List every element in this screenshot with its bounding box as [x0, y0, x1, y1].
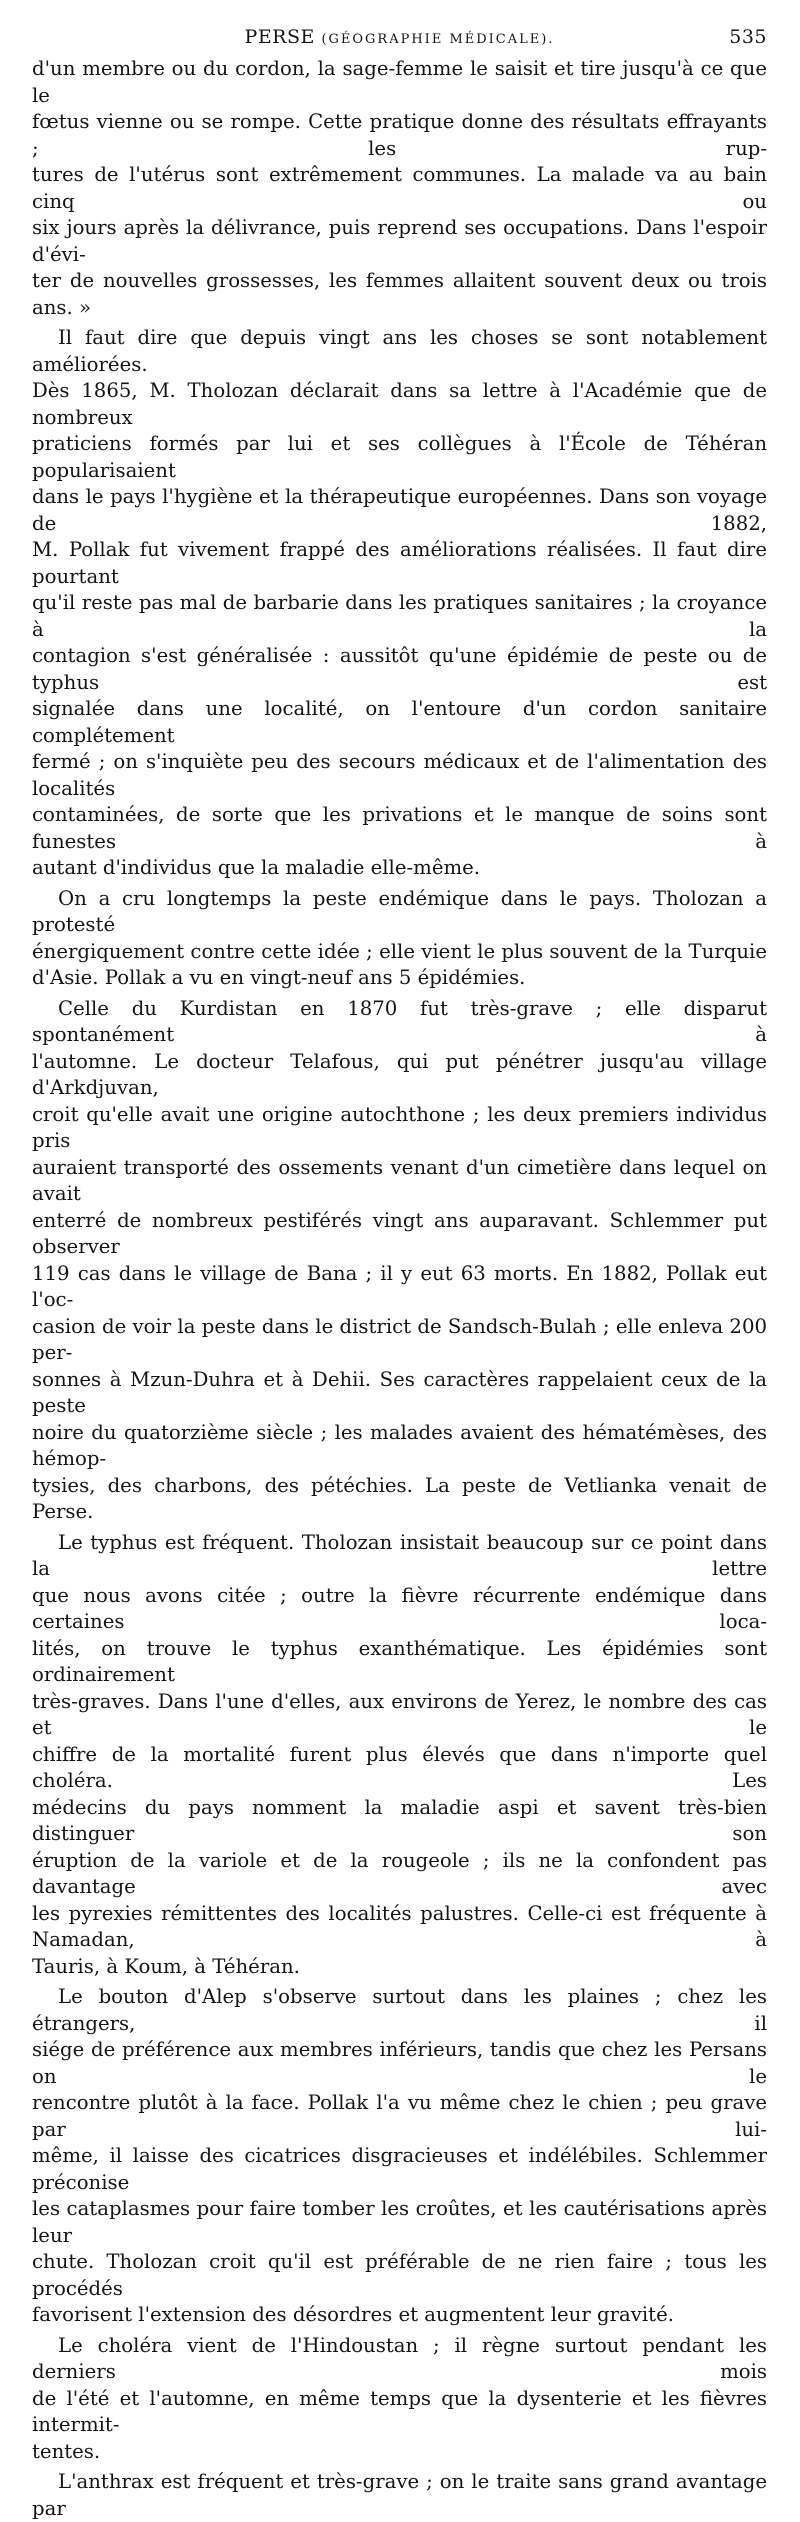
- text-line: d'un membre ou du cordon, la sage-femme le saisit et tire jusqu'à ce que le: [32, 57, 767, 107]
- text-line: qu'il reste pas mal de barbarie dans les pratiques sanitaires ; la croyance à la: [32, 591, 767, 641]
- text-line: praticiens formés par lui et ses collègues à l'École de Téhéran popularisaient: [32, 432, 767, 482]
- text-line: Il faut dire que depuis vingt ans les choses se sont notablement améliorées.: [32, 326, 767, 376]
- text-body: [32, 56, 767, 2522]
- text-line: L'anthrax est fréquent et très-grave ; on le traite sans grand avantage par: [32, 2470, 767, 2520]
- text-line: On a cru longtemps la peste endémique dans le pays. Tholozan a protesté: [32, 886, 767, 936]
- text-line: ter de nouvelles grossesses, les femmes allaitent souvent deux ou trois ans. »: [32, 269, 767, 319]
- text-line: sonnes à Mzun-Duhra et à Dehii. Ses caractères rappelaient ceux de la peste: [32, 1367, 767, 1417]
- text-line: dans le pays l'hygiène et la thérapeutique européennes. Dans son voyage de 1882,: [32, 485, 767, 535]
- paragraph: [32, 1984, 767, 2329]
- text-line: fermé ; on s'inquiète peu des secours médicaux et de l'alimentation des localités: [32, 750, 767, 800]
- text-line: chiffre de la mortalité furent plus élevés que dans n'importe quel choléra. Les: [32, 1742, 767, 1792]
- text-line: enterré de nombreux pestiférés vingt ans auparavant. Schlemmer put observer: [32, 1208, 767, 1258]
- header-title-sub: (GÉOGRAPHIE MÉDICALE).: [321, 32, 555, 47]
- text-line: énergiquement contre cette idée ; elle vient le plus souvent de la Turquie: [32, 939, 767, 963]
- text-line: Dès 1865, M. Tholozan déclarait dans sa lettre à l'Académie que de nombreux: [32, 379, 767, 429]
- text-line: même, il laisse des cicatrices disgracieuses et indélébiles. Schlemmer préconise: [32, 2144, 767, 2194]
- text-line: noire du quatorzième siècle ; les malades avaient des hématémèses, des hémop-: [32, 1420, 767, 1470]
- header-title: [32, 26, 767, 48]
- text-line: très-graves. Dans l'une d'elles, aux environs de Yerez, le nombre des cas et le: [32, 1689, 767, 1739]
- text-line: M. Pollak fut vivement frappé des améliorations réalisées. Il faut dire pourtant: [32, 538, 767, 588]
- text-line: contaminées, de sorte que les privations et le manque de soins sont funestes à: [32, 803, 767, 853]
- text-line: casion de voir la peste dans le district de Sandsch-Bulah ; elle enleva 200 per-: [32, 1314, 767, 1364]
- paragraph: [32, 996, 767, 1526]
- text-line: l'automne. Le docteur Telafous, qui put pénétrer jusqu'au village d'Arkdjuvan,: [32, 1049, 767, 1099]
- text-line: tures de l'utérus sont extrêmement communes. La malade va au bain cinq ou: [32, 163, 767, 213]
- text-line: 119 cas dans le village de Bana ; il y eut 63 morts. En 1882, Pollak eut l'oc-: [32, 1261, 767, 1311]
- text-line: éruption de la variole et de la rougeole ; ils ne la confondent pas davantage avec: [32, 1848, 767, 1898]
- text-line: six jours après la délivrance, puis reprend ses occupations. Dans l'espoir d'évi-: [32, 216, 767, 266]
- text-line: auraient transporté des ossements venant d'un cimetière dans lequel on avait: [32, 1155, 767, 1205]
- text-line: tysies, des charbons, des pétéchies. La peste de Vetlianka venait de Perse.: [32, 1473, 767, 1523]
- paragraph: [32, 2469, 767, 2522]
- text-line: médecins du pays nomment la maladie aspi et savent très-bien distinguer son: [32, 1795, 767, 1845]
- paragraph: [32, 886, 767, 992]
- text-line: tentes.: [32, 2439, 101, 2463]
- paragraph: [32, 325, 767, 882]
- text-line: Le bouton d'Alep s'observe surtout dans les plaines ; chez les étrangers, il: [32, 1985, 767, 2035]
- paragraph: [32, 56, 767, 321]
- text-line: Celle du Kurdistan en 1870 fut très-grave ; elle disparut spontanément à: [32, 996, 767, 1046]
- paragraph: [32, 2333, 767, 2466]
- text-line: Tauris, à Koum, à Téhéran.: [32, 1954, 300, 1978]
- text-line: contagion s'est généralisée : aussitôt qu'une épidémie de peste ou de typhus est: [32, 644, 767, 694]
- text-line: que nous avons citée ; outre la fièvre récurrente endémique dans certaines loca-: [32, 1583, 767, 1633]
- text-line: Le typhus est fréquent. Tholozan insistait beaucoup sur ce point dans la lettre: [32, 1530, 767, 1580]
- text-line: de l'été et l'automne, en même temps que la dysenterie et les fièvres intermit-: [32, 2386, 767, 2436]
- text-line: rencontre plutôt à la face. Pollak l'a vu même chez le chien ; peu grave par lui-: [32, 2091, 767, 2141]
- header-title-main: PERSE: [244, 26, 315, 48]
- text-line: d'Asie. Pollak a vu en vingt-neuf ans 5 épidémies.: [32, 966, 526, 989]
- text-line: siége de préférence aux membres inférieurs, tandis que chez les Persans on le: [32, 2038, 767, 2088]
- text-line: autant d'individus que la maladie elle-même.: [32, 856, 481, 879]
- running-header: [32, 26, 767, 56]
- page-number: 535: [729, 26, 767, 48]
- text-line: signalée dans une localité, on l'entoure d'un cordon sanitaire complétement: [32, 697, 767, 747]
- text-line: les pyrexies rémittentes des localités palustres. Celle-ci est fréquente à Namadan, à: [32, 1901, 767, 1951]
- text-line: fœtus vienne ou se rompe. Cette pratique donne des résultats effrayants ; les rup-: [32, 110, 767, 160]
- text-line: Le choléra vient de l'Hindoustan ; il règne surtout pendant les derniers mois: [32, 2333, 767, 2383]
- text-line: les cataplasmes pour faire tomber les croûtes, et les cautérisations après leur: [32, 2197, 767, 2247]
- text-line: favorisent l'extension des désordres et augmentent leur gravité.: [32, 2303, 675, 2326]
- text-line: lités, on trouve le typhus exanthématique. Les épidémies sont ordinairement: [32, 1636, 767, 1686]
- text-line: croit qu'elle avait une origine autochthone ; les deux premiers individus pris: [32, 1102, 767, 1152]
- paragraph: [32, 1530, 767, 1981]
- text-line: chute. Tholozan croit qu'il est préférable de ne rien faire ; tous les procédés: [32, 2250, 767, 2300]
